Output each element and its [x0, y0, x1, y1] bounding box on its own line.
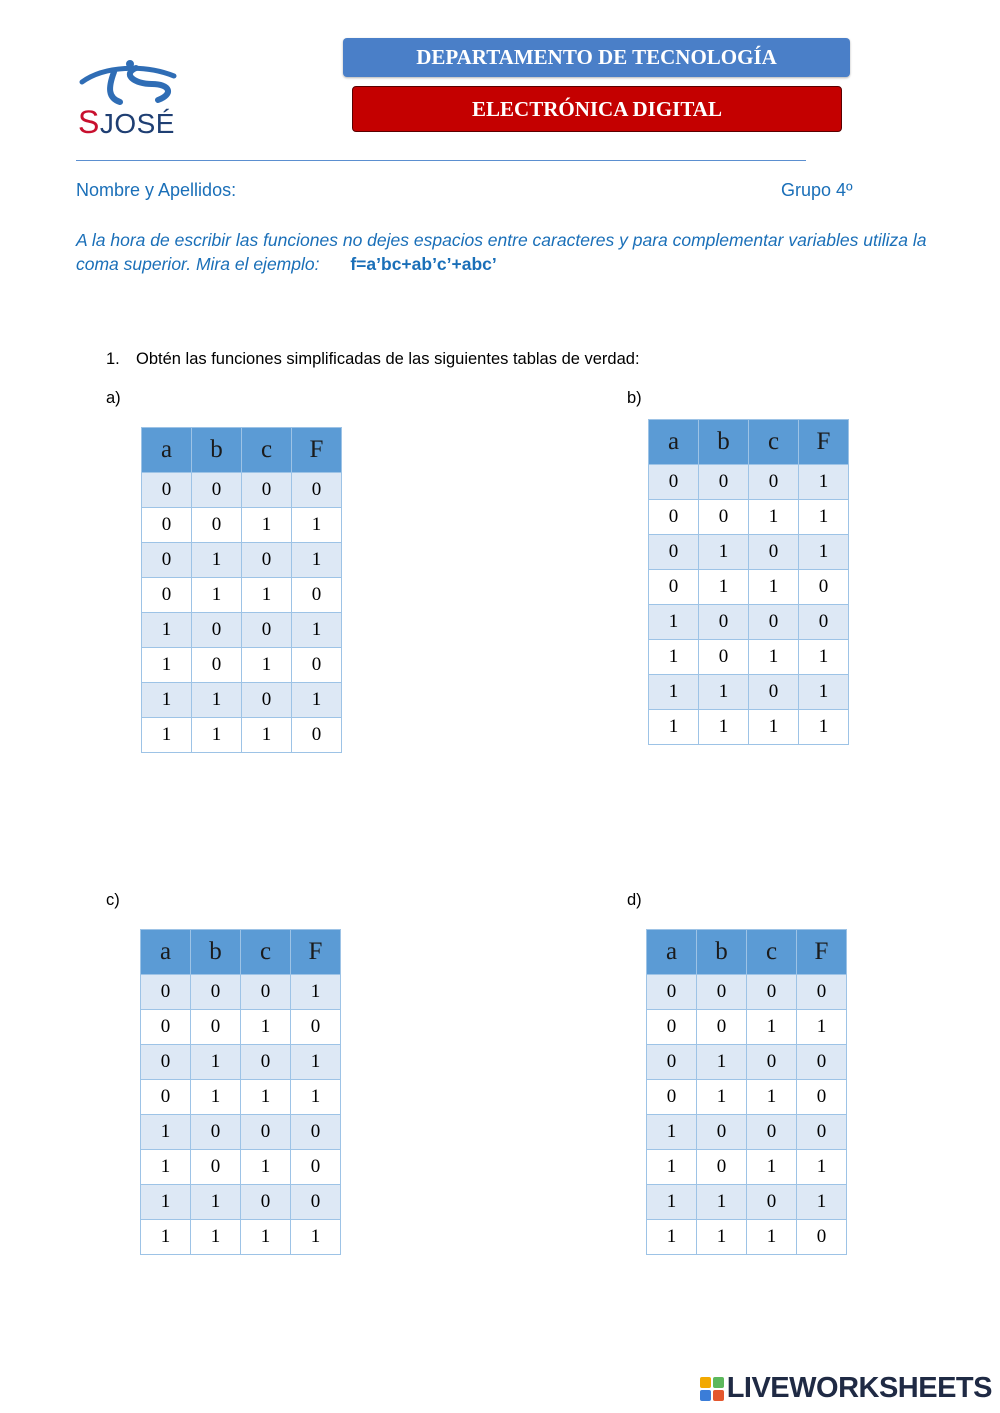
- table-cell: 0: [191, 1115, 241, 1150]
- question-1: [106, 350, 640, 369]
- logo-block: [700, 1377, 711, 1388]
- column-header: a: [647, 930, 697, 975]
- column-header: b: [697, 930, 747, 975]
- subject-banner: ELECTRÓNICA DIGITAL: [352, 86, 842, 132]
- table-row: [649, 675, 849, 710]
- table-cell: 1: [241, 1010, 291, 1045]
- table-cell: 1: [749, 710, 799, 745]
- table-cell: 0: [699, 465, 749, 500]
- table-cell: 0: [141, 1080, 191, 1115]
- table-cell: 0: [797, 975, 847, 1010]
- table-cell: 0: [747, 1115, 797, 1150]
- table-cell: 0: [697, 1150, 747, 1185]
- table-cell: 1: [699, 675, 749, 710]
- table-cell: 0: [749, 605, 799, 640]
- table-cell: 0: [242, 683, 292, 718]
- table-row: [141, 1220, 341, 1255]
- table-cell: 0: [291, 1150, 341, 1185]
- liveworksheets-logo-icon: [700, 1377, 724, 1401]
- example-function: f=a’bc+ab’c’+abc’: [350, 254, 497, 274]
- column-header: c: [747, 930, 797, 975]
- table-cell: 0: [647, 1010, 697, 1045]
- table-cell: 0: [142, 578, 192, 613]
- table-cell: 1: [649, 605, 699, 640]
- watermark-text: LIVEWORKSHEETS: [726, 1372, 992, 1404]
- table-row: [141, 1185, 341, 1220]
- table-row: [142, 648, 342, 683]
- table-cell: 1: [647, 1150, 697, 1185]
- truth-table-c: [140, 929, 341, 1255]
- table-row: [141, 1115, 341, 1150]
- table-row: [142, 543, 342, 578]
- logo-name: JOSÉ: [99, 108, 175, 139]
- instructions: [76, 228, 956, 276]
- table-row: [647, 1150, 847, 1185]
- table-cell: 1: [291, 1220, 341, 1255]
- truth-table-a: [141, 427, 342, 753]
- table-cell: 1: [242, 578, 292, 613]
- table-cell: 1: [649, 710, 699, 745]
- table-cell: 1: [747, 1220, 797, 1255]
- table-cell: 1: [241, 1220, 291, 1255]
- table-cell: 1: [141, 1185, 191, 1220]
- table-cell: 1: [649, 675, 699, 710]
- header-divider: [76, 160, 806, 161]
- table-row: [142, 683, 342, 718]
- column-header: F: [797, 930, 847, 975]
- table-cell: 1: [647, 1185, 697, 1220]
- column-header: b: [699, 420, 749, 465]
- table-cell: 1: [647, 1115, 697, 1150]
- table-cell: 1: [192, 718, 242, 753]
- table-cell: 0: [192, 508, 242, 543]
- table-cell: 1: [142, 648, 192, 683]
- table-row: [649, 570, 849, 605]
- table-cell: 1: [799, 500, 849, 535]
- table-cell: 0: [749, 465, 799, 500]
- table-cell: 1: [292, 543, 342, 578]
- table-cell: 0: [241, 1185, 291, 1220]
- table-cell: 0: [749, 535, 799, 570]
- column-header: c: [241, 930, 291, 975]
- table-cell: 0: [292, 578, 342, 613]
- table-row: [141, 1045, 341, 1080]
- truth-table-b: [648, 419, 849, 745]
- table-row: [647, 975, 847, 1010]
- column-header: F: [799, 420, 849, 465]
- table-cell: 0: [292, 648, 342, 683]
- table-cell: 0: [699, 500, 749, 535]
- table-cell: 0: [649, 535, 699, 570]
- department-banner: DEPARTAMENTO DE TECNOLOGÍA: [343, 38, 850, 77]
- table-cell: 0: [649, 465, 699, 500]
- table-cell: 0: [697, 1010, 747, 1045]
- table-cell: 0: [649, 500, 699, 535]
- table-cell: 1: [192, 578, 242, 613]
- column-header: b: [191, 930, 241, 975]
- table-row: [142, 508, 342, 543]
- column-header: F: [291, 930, 341, 975]
- table-cell: 1: [747, 1010, 797, 1045]
- table-cell: 1: [799, 465, 849, 500]
- table-header-row: [649, 420, 849, 465]
- table-cell: 1: [697, 1045, 747, 1080]
- table-cell: 1: [192, 543, 242, 578]
- table-row: [647, 1220, 847, 1255]
- logo-initial: S: [78, 104, 100, 140]
- table-cell: 0: [699, 605, 749, 640]
- table-cell: 0: [142, 543, 192, 578]
- name-label: Nombre y Apellidos:: [76, 180, 237, 200]
- instructions-text: A la hora de escribir las funciones no dejes espacios entre caracteres y para complementar variables utiliza la coma superior. Mira el ejemplo:: [76, 230, 927, 274]
- table-cell: 1: [291, 1045, 341, 1080]
- table-row: [649, 640, 849, 675]
- table-row: [141, 975, 341, 1010]
- table-cell: 1: [797, 1150, 847, 1185]
- table-cell: 1: [142, 718, 192, 753]
- table-cell: 0: [797, 1220, 847, 1255]
- table-cell: 1: [292, 613, 342, 648]
- table-cell: 0: [697, 1115, 747, 1150]
- table-cell: 1: [291, 975, 341, 1010]
- table-cell: 1: [799, 710, 849, 745]
- table-label-c: c): [106, 891, 120, 909]
- table-row: [649, 710, 849, 745]
- table-cell: 0: [291, 1115, 341, 1150]
- table-label-b: b): [627, 389, 642, 407]
- table-header-row: [647, 930, 847, 975]
- table-cell: 1: [142, 613, 192, 648]
- group-label: Grupo 4º: [781, 180, 853, 200]
- column-header: c: [242, 428, 292, 473]
- table-label-a: a): [106, 389, 121, 407]
- table-cell: 1: [292, 508, 342, 543]
- liveworksheets-watermark[interactable]: [700, 1372, 992, 1405]
- table-cell: 1: [242, 718, 292, 753]
- table-cell: 0: [799, 570, 849, 605]
- table-row: [649, 500, 849, 535]
- table-cell: 1: [697, 1185, 747, 1220]
- table-row: [142, 473, 342, 508]
- table-cell: 1: [797, 1010, 847, 1045]
- table-row: [649, 605, 849, 640]
- table-cell: 1: [747, 1080, 797, 1115]
- table-row: [647, 1045, 847, 1080]
- logo-block: [700, 1390, 711, 1401]
- table-cell: 0: [292, 718, 342, 753]
- column-header: a: [142, 428, 192, 473]
- table-cell: 0: [241, 975, 291, 1010]
- table-cell: 0: [747, 1045, 797, 1080]
- table-row: [142, 718, 342, 753]
- table-cell: 0: [797, 1045, 847, 1080]
- table-cell: 1: [797, 1185, 847, 1220]
- table-header-row: [142, 428, 342, 473]
- table-cell: 0: [242, 613, 292, 648]
- column-header: a: [649, 420, 699, 465]
- table-cell: 0: [141, 1045, 191, 1080]
- table-cell: 0: [749, 675, 799, 710]
- table-cell: 0: [747, 1185, 797, 1220]
- table-cell: 0: [192, 613, 242, 648]
- logo-block: [713, 1390, 724, 1401]
- table-cell: 0: [241, 1045, 291, 1080]
- table-cell: 1: [141, 1115, 191, 1150]
- table-cell: 1: [697, 1080, 747, 1115]
- table-cell: 0: [699, 640, 749, 675]
- table-cell: 0: [291, 1185, 341, 1220]
- table-cell: 1: [142, 683, 192, 718]
- table-header-row: [141, 930, 341, 975]
- table-cell: 1: [192, 683, 242, 718]
- table-cell: 1: [799, 675, 849, 710]
- table-cell: 0: [192, 473, 242, 508]
- table-cell: 1: [647, 1220, 697, 1255]
- table-cell: 1: [291, 1080, 341, 1115]
- table-cell: 1: [191, 1185, 241, 1220]
- table-cell: 0: [241, 1115, 291, 1150]
- table-cell: 0: [649, 570, 699, 605]
- truth-table-d: [646, 929, 847, 1255]
- table-cell: 1: [699, 570, 749, 605]
- column-header: b: [192, 428, 242, 473]
- table-cell: 1: [749, 500, 799, 535]
- table-row: [647, 1185, 847, 1220]
- table-row: [647, 1115, 847, 1150]
- table-cell: 1: [191, 1045, 241, 1080]
- table-cell: 0: [647, 1080, 697, 1115]
- table-cell: 0: [142, 473, 192, 508]
- table-cell: 1: [141, 1220, 191, 1255]
- table-cell: 1: [242, 648, 292, 683]
- table-cell: 0: [647, 975, 697, 1010]
- table-cell: 0: [191, 975, 241, 1010]
- table-cell: 1: [697, 1220, 747, 1255]
- table-cell: 0: [141, 975, 191, 1010]
- table-cell: 0: [697, 975, 747, 1010]
- table-cell: 1: [191, 1080, 241, 1115]
- table-cell: 0: [192, 648, 242, 683]
- table-cell: 0: [799, 605, 849, 640]
- table-cell: 1: [241, 1080, 291, 1115]
- table-cell: 1: [241, 1150, 291, 1185]
- table-cell: 0: [797, 1080, 847, 1115]
- table-row: [142, 613, 342, 648]
- table-row: [141, 1080, 341, 1115]
- table-cell: 0: [291, 1010, 341, 1045]
- table-cell: 1: [749, 640, 799, 675]
- table-cell: 1: [242, 508, 292, 543]
- table-cell: 1: [799, 640, 849, 675]
- table-row: [647, 1010, 847, 1045]
- table-row: [142, 578, 342, 613]
- table-cell: 1: [141, 1150, 191, 1185]
- table-cell: 0: [647, 1045, 697, 1080]
- school-logo-text: [78, 104, 175, 141]
- column-header: c: [749, 420, 799, 465]
- table-row: [649, 465, 849, 500]
- table-cell: 0: [242, 473, 292, 508]
- table-row: [141, 1010, 341, 1045]
- table-cell: 0: [242, 543, 292, 578]
- table-cell: 0: [191, 1010, 241, 1045]
- table-cell: 1: [292, 683, 342, 718]
- table-cell: 0: [797, 1115, 847, 1150]
- table-cell: 1: [649, 640, 699, 675]
- table-cell: 0: [142, 508, 192, 543]
- table-cell: 0: [141, 1010, 191, 1045]
- table-row: [141, 1150, 341, 1185]
- table-row: [649, 535, 849, 570]
- question-text: Obtén las funciones simplificadas de las siguientes tablas de verdad:: [136, 350, 640, 368]
- question-number: 1.: [106, 350, 120, 368]
- table-cell: 0: [191, 1150, 241, 1185]
- table-cell: 1: [749, 570, 799, 605]
- table-cell: 1: [191, 1220, 241, 1255]
- table-cell: 0: [292, 473, 342, 508]
- table-cell: 0: [747, 975, 797, 1010]
- table-row: [647, 1080, 847, 1115]
- column-header: F: [292, 428, 342, 473]
- table-label-d: d): [627, 891, 642, 909]
- table-cell: 1: [699, 535, 749, 570]
- table-cell: 1: [799, 535, 849, 570]
- table-cell: 1: [699, 710, 749, 745]
- logo-block: [713, 1377, 724, 1388]
- table-cell: 1: [747, 1150, 797, 1185]
- column-header: a: [141, 930, 191, 975]
